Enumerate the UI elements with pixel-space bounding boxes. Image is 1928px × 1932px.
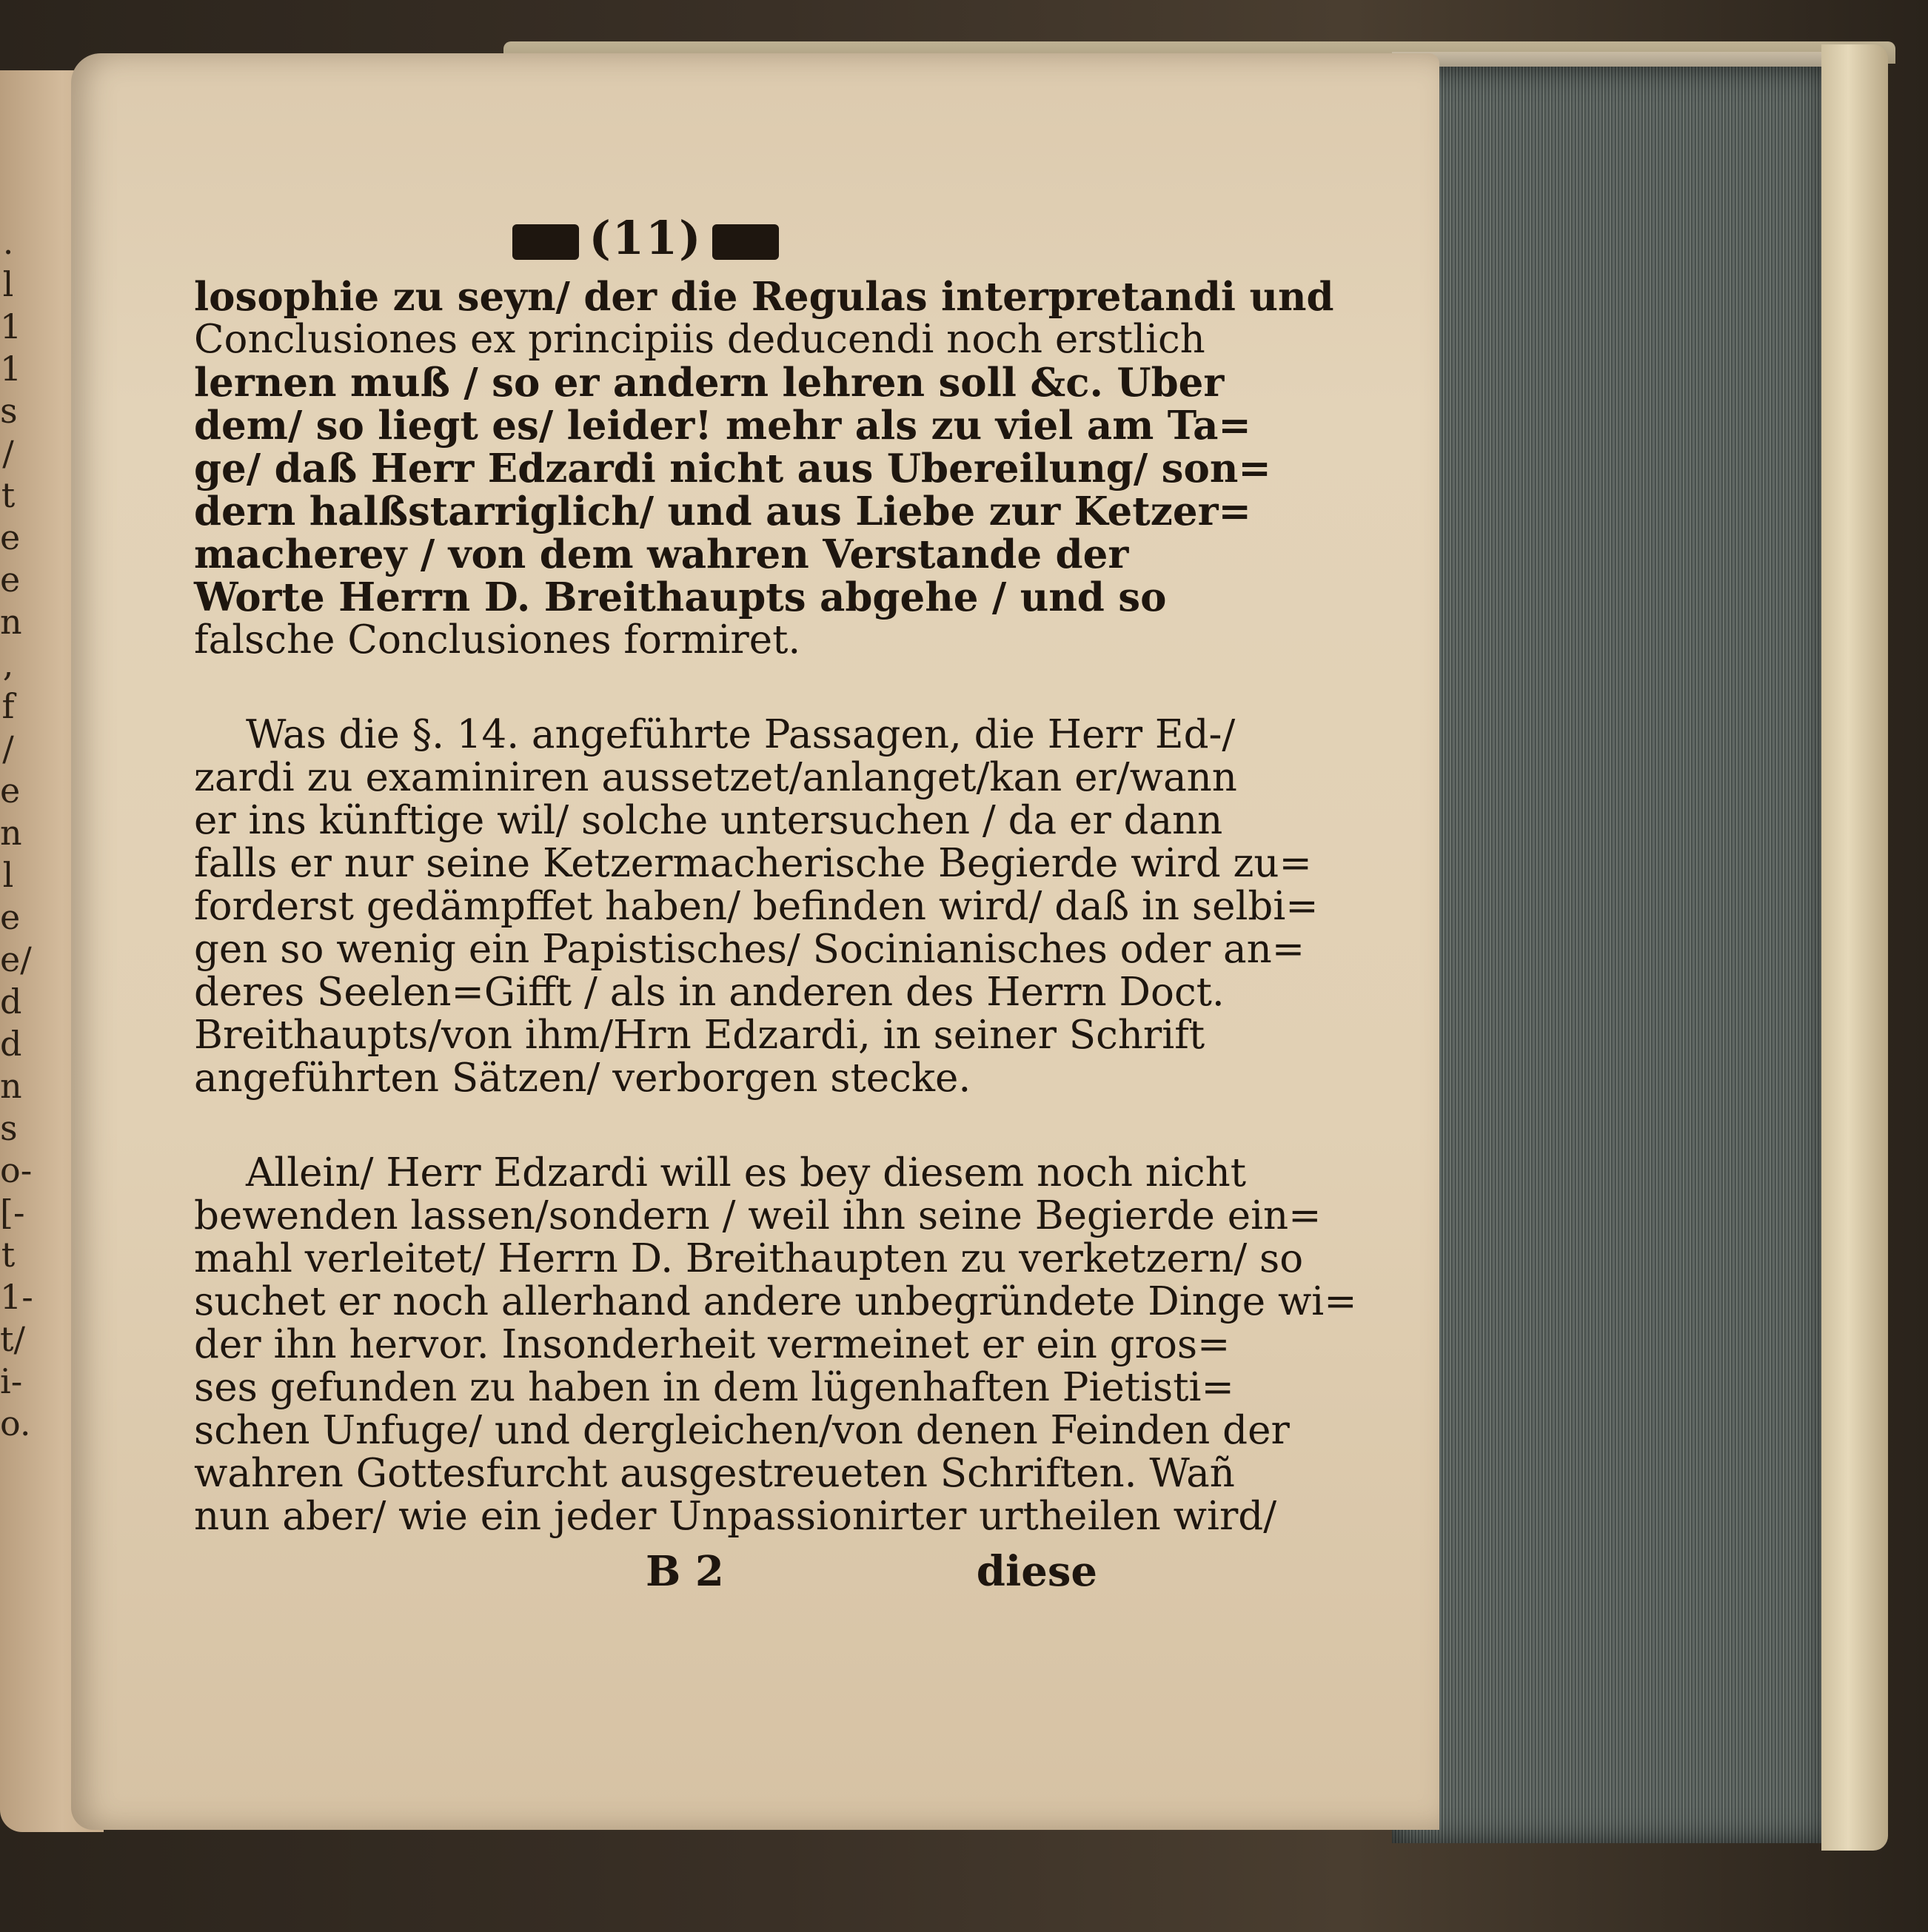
left-margin-mark: n	[0, 602, 22, 642]
left-margin-mark: d	[0, 982, 22, 1022]
text-line: losophie zu seyn/ der die Regulas interpretandi und	[194, 274, 1334, 320]
text-line: angeführten Sätzen/ verborgen stecke.	[194, 1056, 971, 1101]
cover-board	[1821, 44, 1888, 1851]
text-line: ge/ daß Herr Edzardi nicht aus Ubereilung/ son=	[194, 446, 1271, 492]
header-ornament-right	[712, 224, 779, 260]
text-line: ses gefunden zu haben in dem lügenhaften Pietisti=	[194, 1365, 1234, 1410]
text-line: deres Seelen=Gifft / als in anderen des Herrn Doct.	[194, 970, 1225, 1015]
text-line: lernen muß / so er andern lehren soll &c. Uber	[194, 360, 1225, 406]
text-line: forderst gedämpffet haben/ befinden wird/ daß in selbi=	[194, 884, 1319, 929]
text-line: gen so wenig ein Papistisches/ Socinianisches oder an=	[194, 927, 1305, 972]
left-margin-mark: n	[0, 1066, 22, 1106]
left-margin-mark: l	[2, 855, 14, 895]
left-margin-mark: t	[1, 1235, 16, 1275]
left-margin-mark: f	[1, 686, 15, 726]
text-line: bewenden lassen/sondern / weil ihn seine Begierde ein=	[194, 1193, 1322, 1238]
left-margin-mark: o.	[0, 1403, 31, 1443]
text-line: der ihn hervor. Insonderheit vermeinet er ein gros=	[194, 1322, 1231, 1367]
left-margin-mark: ,	[2, 644, 14, 684]
left-margin-mark: d	[0, 1024, 22, 1064]
left-margin-mark: o-	[0, 1150, 33, 1190]
left-margin-mark: e	[0, 560, 21, 600]
text-line: Breithaupts/von ihm/Hrn Edzardi, in seiner Schrift	[194, 1013, 1205, 1058]
left-margin-mark: n	[0, 813, 22, 853]
header-ornament-left	[512, 224, 579, 260]
left-margin-mark: t	[1, 475, 16, 515]
left-margin-mark: i-	[0, 1361, 23, 1401]
left-margin-mark: e	[0, 897, 21, 937]
left-margin-mark: .	[2, 222, 14, 262]
left-margin-mark: l	[2, 264, 14, 304]
text-line: Conclusiones ex principiis deducendi noch erstlich	[194, 317, 1205, 362]
left-margin-mark: e	[0, 517, 21, 557]
left-margin-mark: s	[0, 391, 18, 431]
text-line: er ins künftige wil/ solche untersuchen / da er dann	[194, 798, 1223, 843]
left-margin-mark: /	[2, 433, 14, 473]
fore-edge	[1392, 67, 1829, 1843]
signature-mark: B 2	[646, 1547, 724, 1596]
text-line: dern halßstarriglich/ und aus Liebe zur Ketzer=	[194, 489, 1251, 534]
page-footer	[194, 1547, 1097, 1596]
catchword: diese	[976, 1547, 1097, 1596]
page-number: (11)	[589, 211, 703, 265]
left-margin-mark: 1	[0, 349, 22, 389]
paragraph-1	[194, 274, 1334, 663]
text-line: suchet er noch allerhand andere unbegründete Dinge wi=	[194, 1279, 1357, 1324]
text-line: dem/ so liegt es/ leider! mehr als zu viel am Ta=	[194, 403, 1251, 449]
paragraph-2	[194, 712, 1319, 1101]
left-margin-mark: [-	[0, 1193, 25, 1232]
text-line: zardi zu examiniren aussetzet/anlanget/kan er/wann	[194, 755, 1237, 800]
left-margin-mark: 1-	[0, 1277, 33, 1317]
left-margin-mark: e/	[0, 939, 32, 979]
paragraph-3	[194, 1150, 1357, 1539]
text-line: macherey / von dem wahren Verstande der	[194, 531, 1129, 577]
text-line: falls er nur seine Ketzermacherische Begierde wird zu=	[194, 841, 1312, 886]
left-margin-mark: /	[2, 728, 14, 768]
text-line: mahl verleitet/ Herrn D. Breithaupten zu verketzern/ so	[194, 1236, 1304, 1281]
left-margin-mark: e	[0, 771, 21, 811]
text-line: nun aber/ wie ein jeder Unpassionirter urtheilen wird/	[194, 1494, 1277, 1539]
page-header	[194, 211, 1097, 265]
left-margin-mark: s	[0, 1108, 18, 1148]
left-margin-mark: t/	[0, 1319, 25, 1359]
text-line: schen Unfuge/ und dergleichen/von denen Feinden der	[194, 1408, 1290, 1453]
left-margin-mark: 1	[0, 306, 22, 346]
text-line: wahren Gottesfurcht ausgestreueten Schriften. Wañ	[194, 1451, 1235, 1496]
page-text	[194, 211, 1357, 1596]
text-line: Was die §. 14. angeführte Passagen, die Herr Ed-/	[246, 712, 1236, 757]
text-line: falsche Conclusiones formiret.	[194, 617, 801, 663]
text-line: Allein/ Herr Edzardi will es bey diesem noch nicht	[246, 1150, 1247, 1195]
text-line: Worte Herrn D. Breithaupts abgehe / und so	[194, 574, 1167, 620]
